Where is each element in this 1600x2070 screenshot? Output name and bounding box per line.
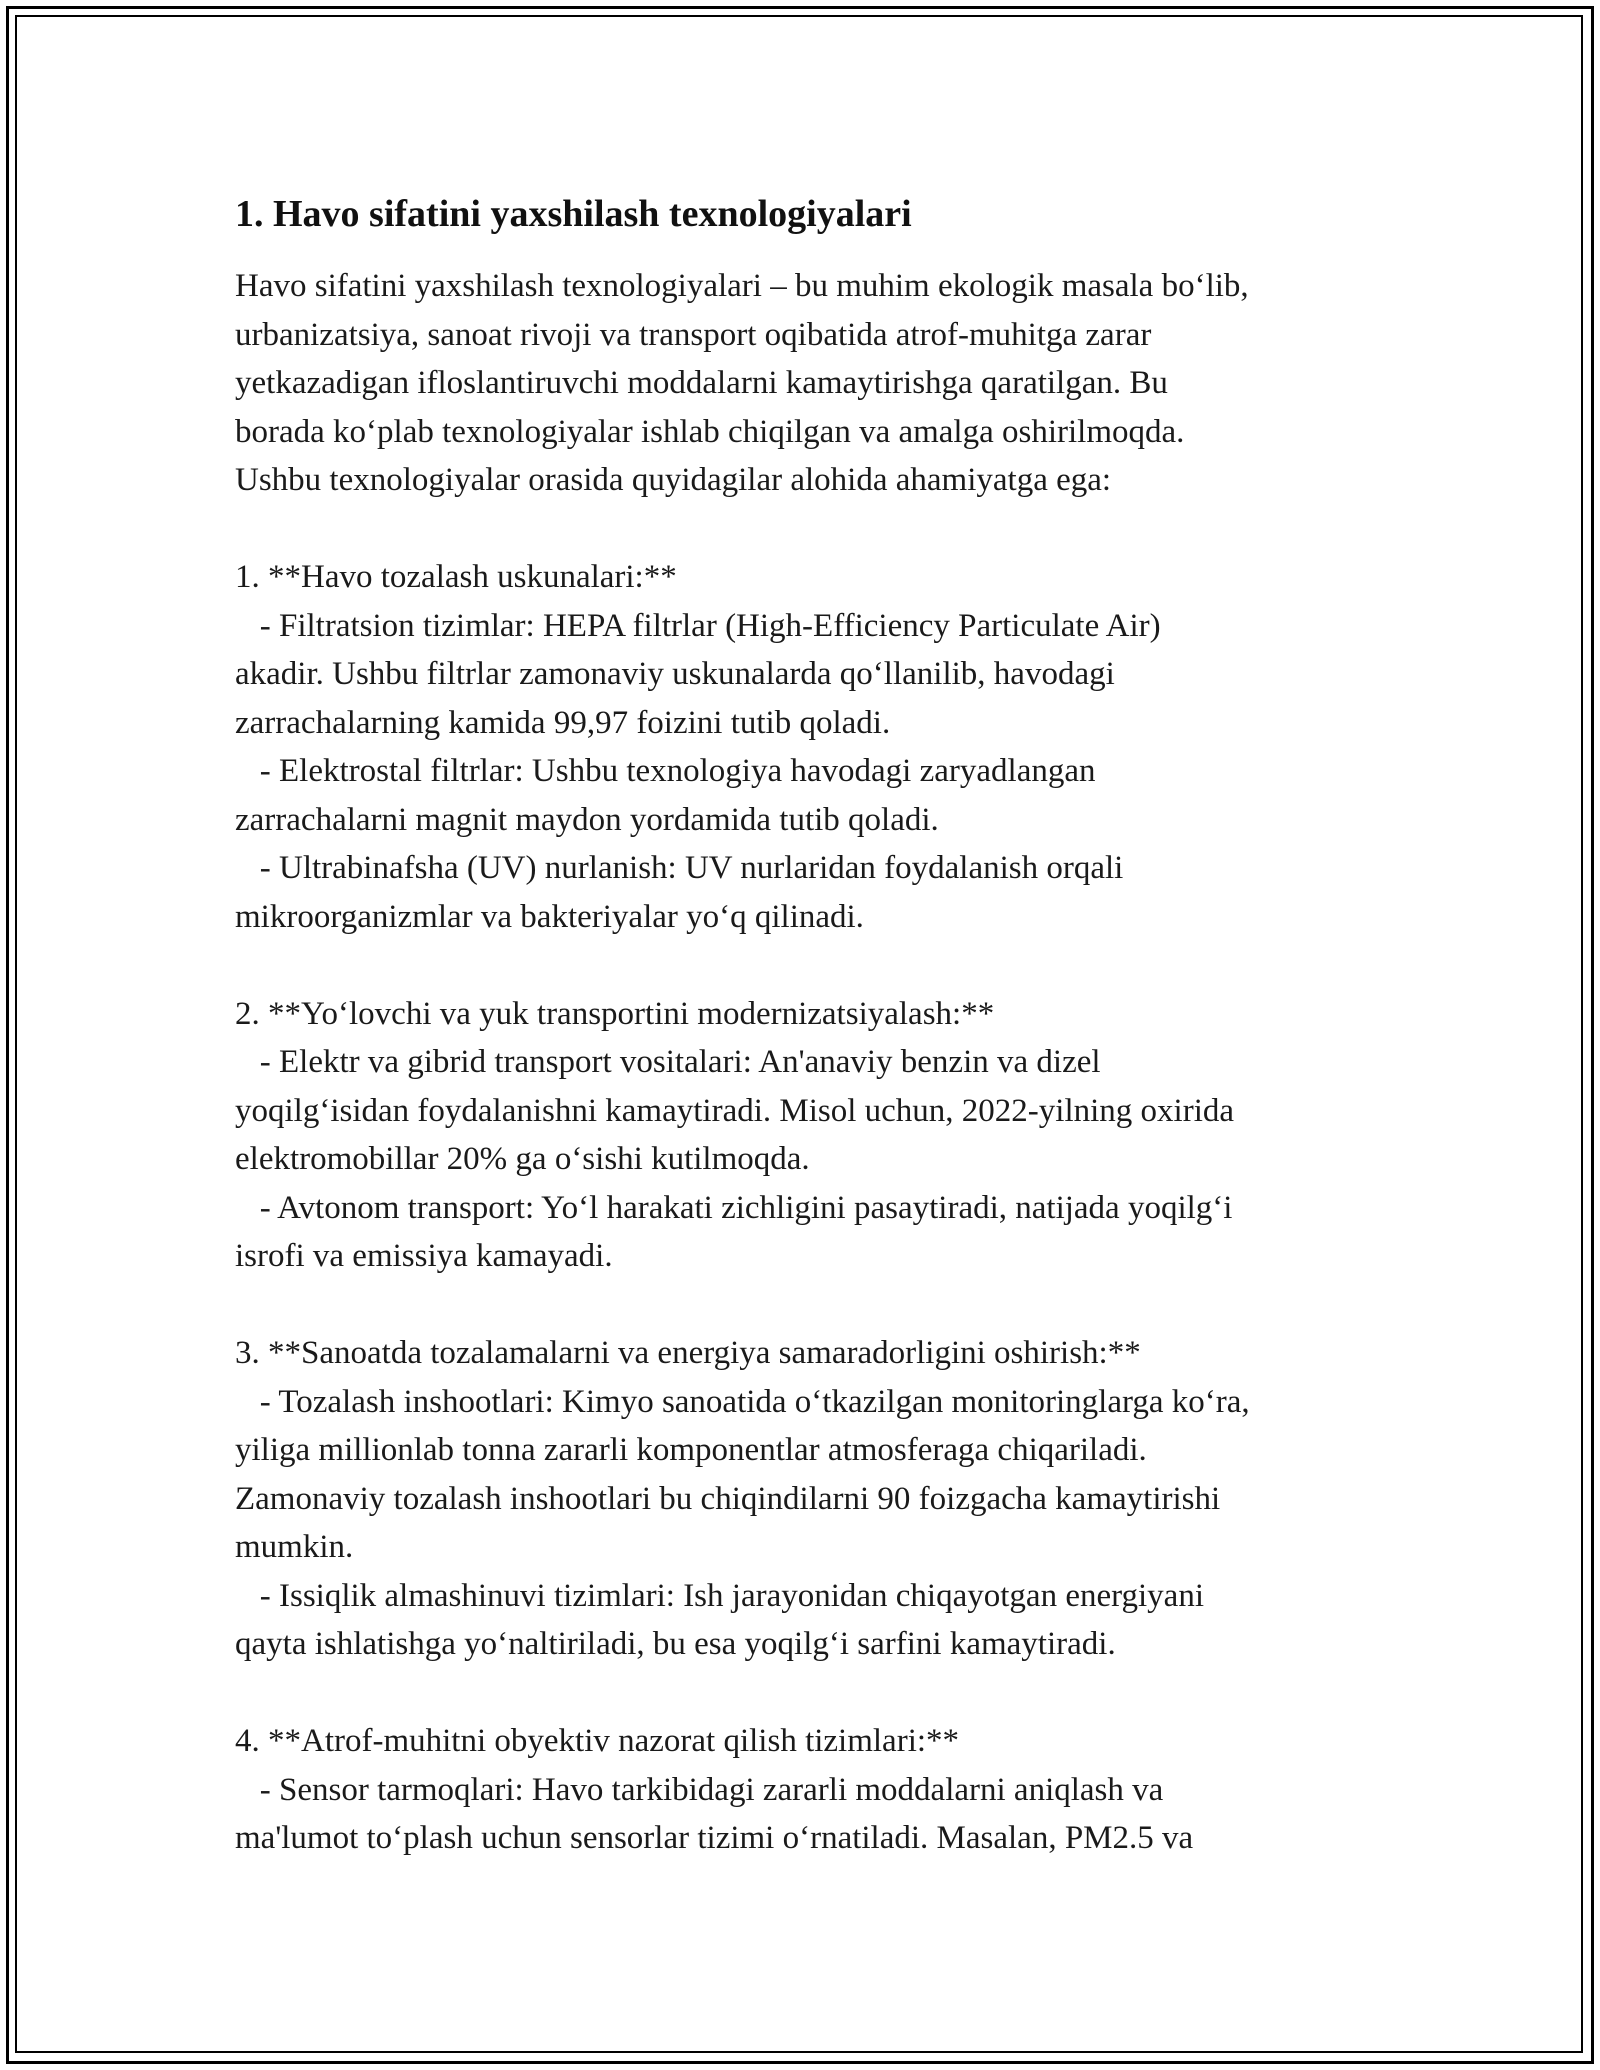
text-line: yoqilg‘isidan foydalanishni kamaytiradi. Misol uchun, 2022-yilning oxirida (235, 1092, 1235, 1129)
blank-line (235, 1281, 1385, 1330)
text-line: akadir. Ushbu filtrlar zamonaviy uskunalarda qo‘llanilib, havodagi (235, 656, 1115, 692)
text-line: yetkazadigan ifloslantiruvchi moddalarni kamaytirishga qaratilgan. Bu (235, 365, 1168, 401)
text-line: - Filtratsion tizimlar: HEPA filtrlar (High-Efficiency Particulate Air) (235, 607, 1161, 644)
text-line: Zamonaviy tozalash inshootlari bu chiqindilarni 90 foizgacha kamaytirishi (235, 1480, 1221, 1517)
text-line: ma'lumot to‘plash uchun sensorlar tizimi o‘rnatiladi. Masalan, PM2.5 va (235, 1820, 1194, 1856)
text-line: mikroorganizmlar va bakteriyalar yo‘q qilinadi. (235, 898, 864, 935)
text-line: - Avtonom transport: Yo‘l harakati zichligini pasaytiradi, natijada yoqilg‘i (235, 1189, 1233, 1226)
text-line: zarrachalarni magnit maydon yordamida tutib qoladi. (235, 801, 939, 838)
text-line: 1. **Havo tozalash uskunalari:** (235, 559, 677, 595)
text-line: - Issiqlik almashinuvi tizimlari: Ish jarayonidan chiqayotgan energiyani (235, 1577, 1204, 1614)
text-line: zarrachalarning kamida 99,97 foizini tutib qoladi. (235, 704, 891, 741)
text-line: isrofi va emissiya kamayadi. (235, 1238, 613, 1274)
text-line: borada ko‘plab texnologiyalar ishlab chiqilgan va amalga oshirilmoqda. (235, 413, 1185, 450)
text-line: - Elektrostal filtrlar: Ushbu texnologiya havodagi zaryadlangan (235, 753, 1096, 789)
text-line: 3. **Sanoatda tozalamalarni va energiya samaradorligini oshirish:** (235, 1335, 1141, 1371)
text-line: Havo sifatini yaxshilash texnologiyalari – bu muhim ekologik masala bo‘lib, (235, 268, 1249, 304)
text-line: yiliga millionlab tonna zararli komponentlar atmosferaga chiqariladi. (235, 1432, 1147, 1468)
text-line: 2. **Yo‘lovchi va yuk transportini modernizatsiyalash:** (235, 995, 995, 1032)
text-line: 4. **Atrof-muhitni obyektiv nazorat qilish tizimlari:** (235, 1723, 960, 1759)
blank-line (235, 505, 1385, 554)
text-line: - Tozalash inshootlari: Kimyo sanoatida o‘tkazilgan monitoringlarga ko‘ra, (235, 1383, 1250, 1420)
text-line: - Ultrabinafsha (UV) nurlanish: UV nurlaridan foydalanish orqali (235, 850, 1124, 886)
text-line: qayta ishlatishga yo‘naltiriladi, bu esa yoqilg‘i sarfini kamaytiradi. (235, 1626, 1116, 1662)
text-line: mumkin. (235, 1529, 354, 1565)
blank-line (235, 941, 1385, 990)
text-line: urbanizatsiya, sanoat rivoji va transport oqibatida atrof-muhitga zarar (235, 316, 1152, 353)
text-line: - Elektr va gibrid transport vositalari: An'anaviy benzin va dizel (235, 1044, 1101, 1080)
text-line: Ushbu texnologiyalar orasida quyidagilar alohida ahamiyatga ega: (235, 462, 1112, 498)
text-line: - Sensor tarmoqlari: Havo tarkibidagi zararli moddalarni aniqlash va (235, 1771, 1164, 1808)
document-body (235, 188, 1385, 1863)
section-heading: 1. Havo sifatini yaxshilash texnologiyalari (235, 193, 912, 235)
blank-line (235, 1669, 1385, 1718)
text-line: elektromobillar 20% ga o‘sishi kutilmoqda. (235, 1141, 810, 1177)
body-text (235, 262, 1385, 1863)
